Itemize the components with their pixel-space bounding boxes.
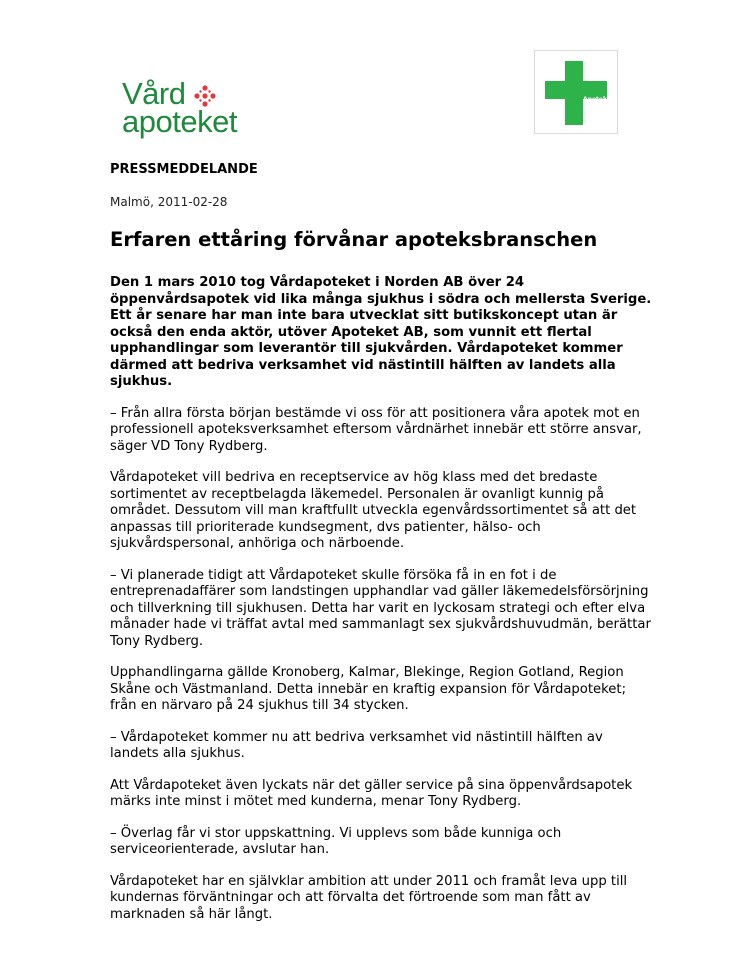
paragraph: Upphandlingarna gällde Kronoberg, Kalmar, Blekinge, Region Gotland, Region Skåne och Västmanland. Detta innebär en kraftig expansion för Vårdapoteket; från en närvaro på 24 sjukhus till 34 stycken.: [110, 665, 627, 713]
paragraph: Vårdapoteket vill bedriva en receptservice av hög klass med det bredaste sortimentet av receptbelagda läkemedel. Personalen är ovanligt kunnig på området. Dessutom vill man kraftfullt utveckla egenvårdssortimentet så att det anpassas till prioriterade kundsegment, dvs patienter, hälso- och sjukvårdspersonal, anhöriga och närboende.: [110, 470, 637, 551]
vardapoteket-logo: [122, 78, 262, 142]
paragraph: Att Vårdapoteket även lyckats när det gäller service på sina öppenvårdsapotek märks inte minst i mötet med kunderna, menar Tony Rydberg.: [110, 777, 633, 809]
press-release-label: PRESSMEDDELANDE: [110, 162, 258, 177]
badge-label: Apotek: [583, 96, 607, 103]
green-cross-icon: [535, 51, 617, 133]
apotek-badge: [534, 50, 618, 134]
article-body: [110, 275, 655, 938]
lead-paragraph: Den 1 mars 2010 tog Vårdapoteket i Norden AB över 24 öppenvårdsapotek vid lika många sjukhus i södra och mellersta Sverige. Ett år senare har man inte bara utvecklat sitt butikskoncept utan är också den enda aktör, utöver Apoteket AB, som vunnit ett flertal upphandlingar som leverantör till sjukvården. Vårdapoteket kommer därmed att bedriva verksamhet vid nästintill hälften av landets alla sjukhus.: [110, 275, 652, 389]
paragraph: – Överlag får vi stor uppskattning. Vi upplevs som både kunniga och serviceorienterade, avslutar han.: [110, 825, 562, 857]
paragraph: – Från allra första början bestämde vi oss för att positionera våra apotek mot en professionell apoteksverksamhet eftersom vårdnärhet innebär ett större ansvar, säger VD Tony Rydberg.: [110, 405, 642, 454]
logo-text-apoteket: apoteket: [122, 104, 237, 139]
logo-text-vard: Vård: [122, 76, 186, 111]
paragraph: Vårdapoteket har en självklar ambition att under 2011 och framåt leva upp till kundernas förväntningar och att förvalta det förtroende som man fått av marknaden så här långt.: [110, 873, 628, 922]
headline: Erfaren ettåring förvånar apoteksbranschen: [110, 228, 598, 251]
paragraph: – Vårdapoteket kommer nu att bedriva verksamhet vid nästintill hälften av landets alla sjukhus.: [110, 729, 603, 761]
dateline: Malmö, 2011-02-28: [110, 195, 228, 209]
paragraph: – Vi planerade tidigt att Vårdapoteket skulle försöka få in en fot i de entreprenadaffärer som landstingen upphandlar vad gäller läkemedelsförsörjning och tillverkning till sjukhusen. Detta har varit en lyckosam strategi och efter elva månader hade vi träffat avtal med sammanlagt sex sjukvårdshuvudmän, berättar Tony Rydberg.: [110, 567, 651, 649]
